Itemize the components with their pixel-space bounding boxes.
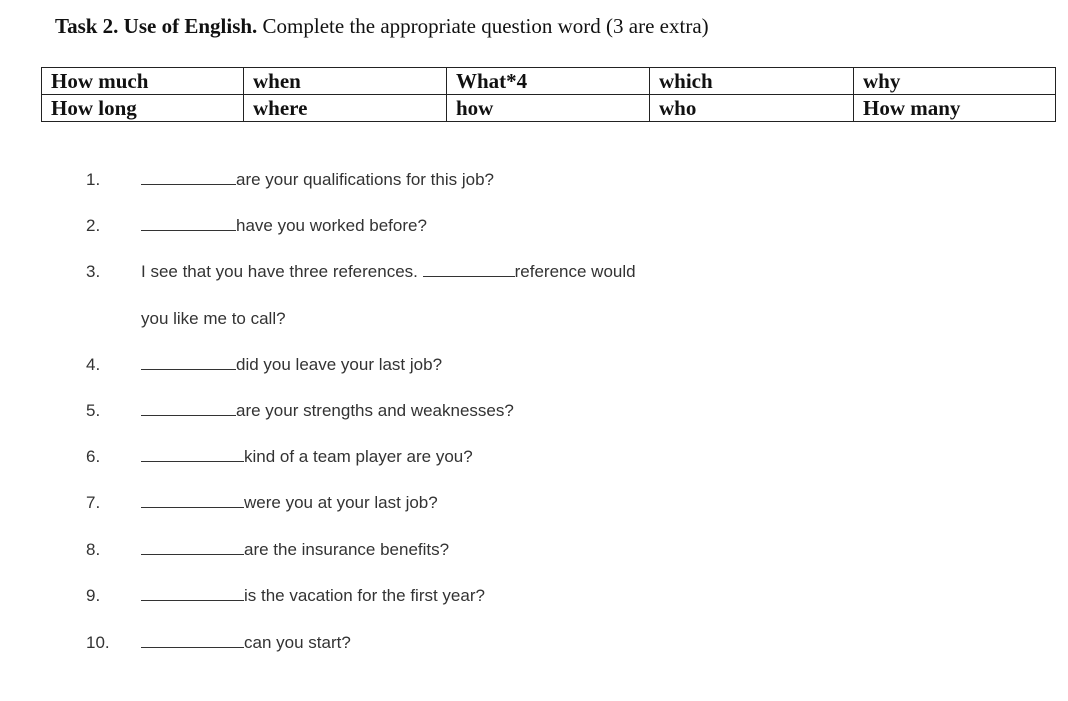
- answer-blank[interactable]: [141, 460, 244, 462]
- question-number: 1.: [86, 170, 101, 189]
- question-text: is the vacation for the first year?: [244, 586, 485, 605]
- question-text: kind of a team player are you?: [244, 447, 473, 466]
- task-title: [55, 14, 709, 39]
- table-cell: How much: [42, 68, 244, 95]
- question-number: 3.: [86, 262, 101, 281]
- question-number: 4.: [86, 355, 101, 374]
- table-cell: What*4: [447, 68, 650, 95]
- answer-blank[interactable]: [141, 553, 244, 555]
- answer-blank[interactable]: [141, 506, 244, 508]
- table-cell: How long: [42, 95, 244, 122]
- question-number: 8.: [86, 540, 101, 559]
- table-cell: where: [244, 95, 447, 122]
- question-number: 5.: [86, 401, 101, 420]
- answer-blank[interactable]: [141, 414, 236, 416]
- answer-blank[interactable]: [141, 229, 236, 231]
- question-3-continuation: you like me to call?: [141, 309, 286, 328]
- answer-blank[interactable]: [141, 368, 236, 370]
- question-text: can you start?: [244, 633, 351, 652]
- answer-blank[interactable]: [423, 275, 515, 277]
- table-cell: who: [650, 95, 854, 122]
- question-text-start: I see that you have three references.: [141, 262, 418, 281]
- answer-blank[interactable]: [141, 183, 236, 185]
- answer-blank[interactable]: [141, 599, 244, 601]
- question-number: 6.: [86, 447, 101, 466]
- question-number: 9.: [86, 586, 101, 605]
- table-cell: How many: [854, 95, 1056, 122]
- question-text: are your qualifications for this job?: [236, 170, 494, 189]
- answer-blank[interactable]: [141, 646, 244, 648]
- table-cell: why: [854, 68, 1056, 95]
- table-row: [42, 95, 1056, 122]
- question-word-table: [41, 67, 1056, 122]
- table-cell: which: [650, 68, 854, 95]
- table-row: [42, 68, 1056, 95]
- question-number: 10.: [86, 633, 110, 652]
- question-text: are the insurance benefits?: [244, 540, 450, 559]
- question-text-end: reference would: [514, 262, 636, 281]
- table-cell: when: [244, 68, 447, 95]
- question-text: have you worked before?: [236, 216, 427, 235]
- question-text: are your strengths and weaknesses?: [236, 401, 514, 420]
- task-title-instructions: Complete the appropriate question word (3 are extra): [257, 14, 709, 38]
- question-number: 7.: [86, 493, 101, 512]
- table-cell: how: [447, 95, 650, 122]
- task-title-bold: Task 2. Use of English.: [55, 14, 258, 38]
- question-text: were you at your last job?: [244, 493, 438, 512]
- question-number: 2.: [86, 216, 101, 235]
- question-text: did you leave your last job?: [236, 355, 443, 374]
